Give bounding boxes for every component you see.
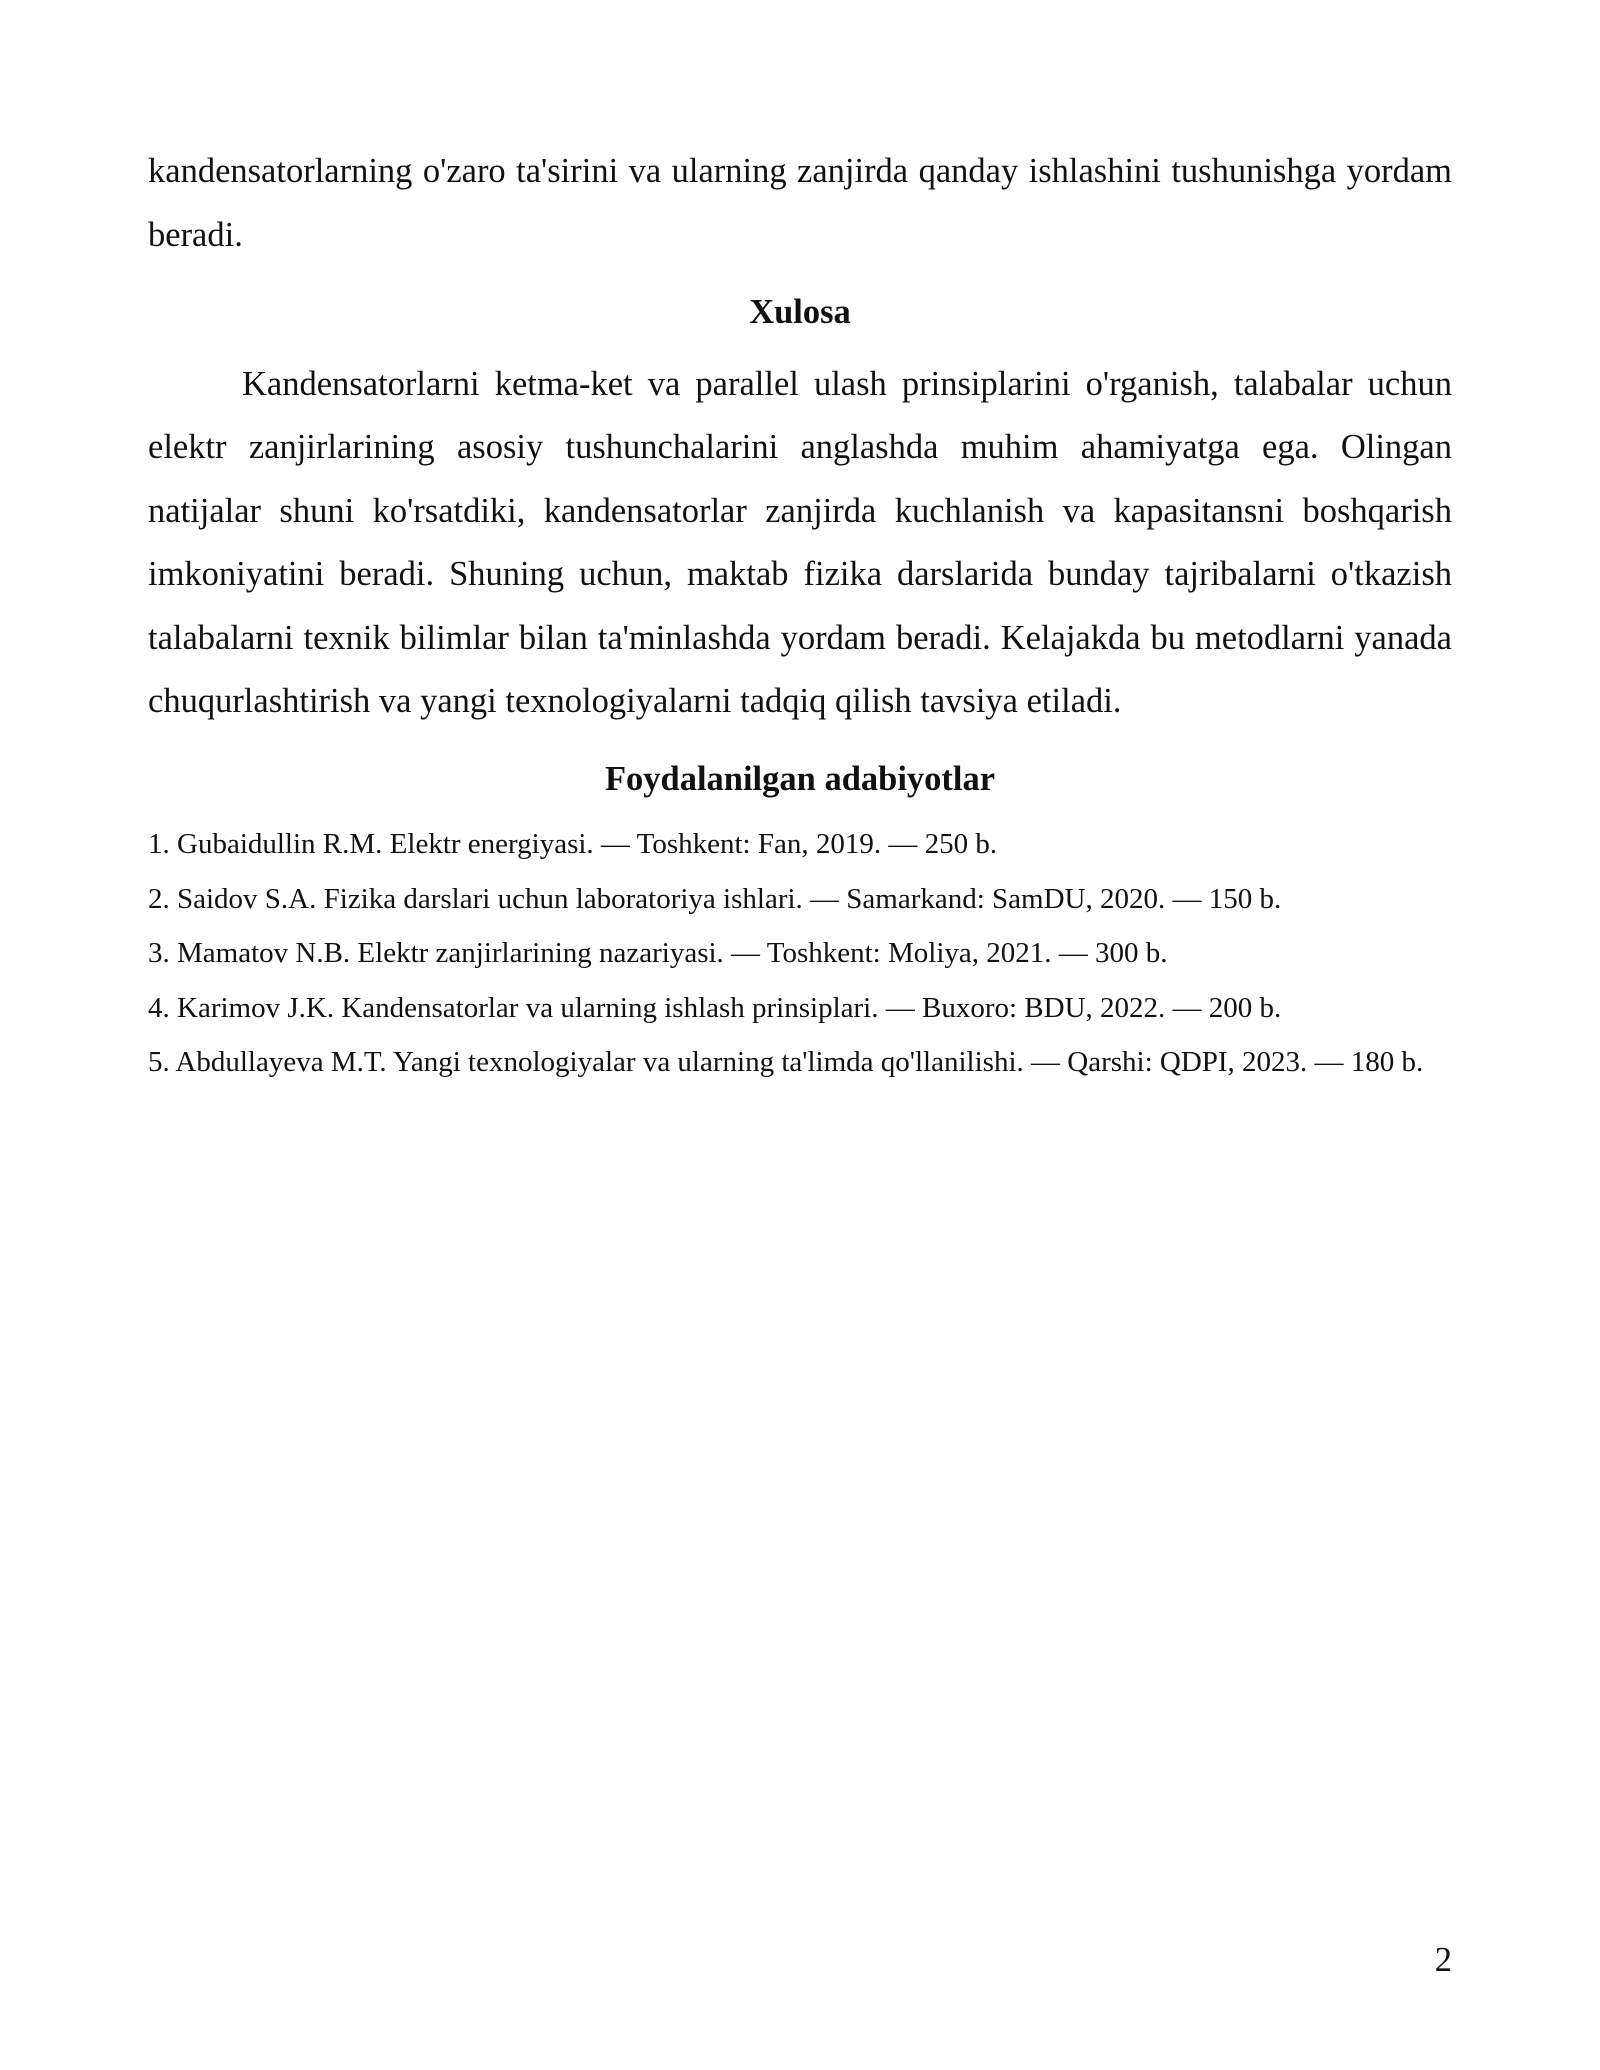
conclusion-paragraph: Kandensatorlarni ketma-ket va parallel ulash prinsiplarini o'rganish, talabalar uchun elektr zanjirlarining asosiy tushunchalarini anglashda muhim ahamiyatga ega. Olingan natijalar shuni ko'rsatdiki, kandensatorlar zanjirda kuchlanish va kapasitansni boshqarish imkoniyatini beradi. Shuning uchun, maktab fizika darslarida bunday tajribalarni o'tkazish talabalarni texnik bilimlar bilan ta'minlashda yordam beradi. Kelajakda bu metodlarni yanada chuqurlashtirish va yangi texnologiyalarni tadqiq qilish tavsiya etiladi.	[148, 364, 1452, 720]
intro-paragraph: kandensatorlarning o'zaro ta'sirini va ularning zanjirda qanday ishlashini tushunishga yordam beradi.	[148, 152, 1452, 254]
conclusion-heading: Xulosa	[749, 293, 851, 331]
page-number: 2	[1434, 1941, 1452, 1979]
reference-item: 5. Abdullayeva M.T. Yangi texnologiyalar va ularning ta'limda qo'llanilishi. — Qarshi: QDPI, 2023. — 180 b.	[148, 1046, 1424, 1078]
reference-item: 2. Saidov S.A. Fizika darslari uchun laboratoriya ishlari. — Samarkand: SamDU, 2020. — 150 b.	[148, 882, 1282, 915]
reference-item: 4. Karimov J.K. Kandensatorlar va ularning ishlash prinsiplari. — Buxoro: BDU, 2022. — 200 b.	[148, 991, 1282, 1024]
references-heading: Foydalanilgan adabiyotlar	[604, 759, 996, 798]
references-list	[148, 817, 1452, 1090]
page-content	[148, 140, 1452, 1090]
reference-item: 1. Gubaidullin R.M. Elektr energiyasi. — Toshkent: Fan, 2019. — 250 b.	[148, 828, 998, 860]
reference-item: 3. Mamatov N.B. Elektr zanjirlarining nazariyasi. — Toshkent: Moliya, 2021. — 300 b.	[148, 937, 1168, 969]
